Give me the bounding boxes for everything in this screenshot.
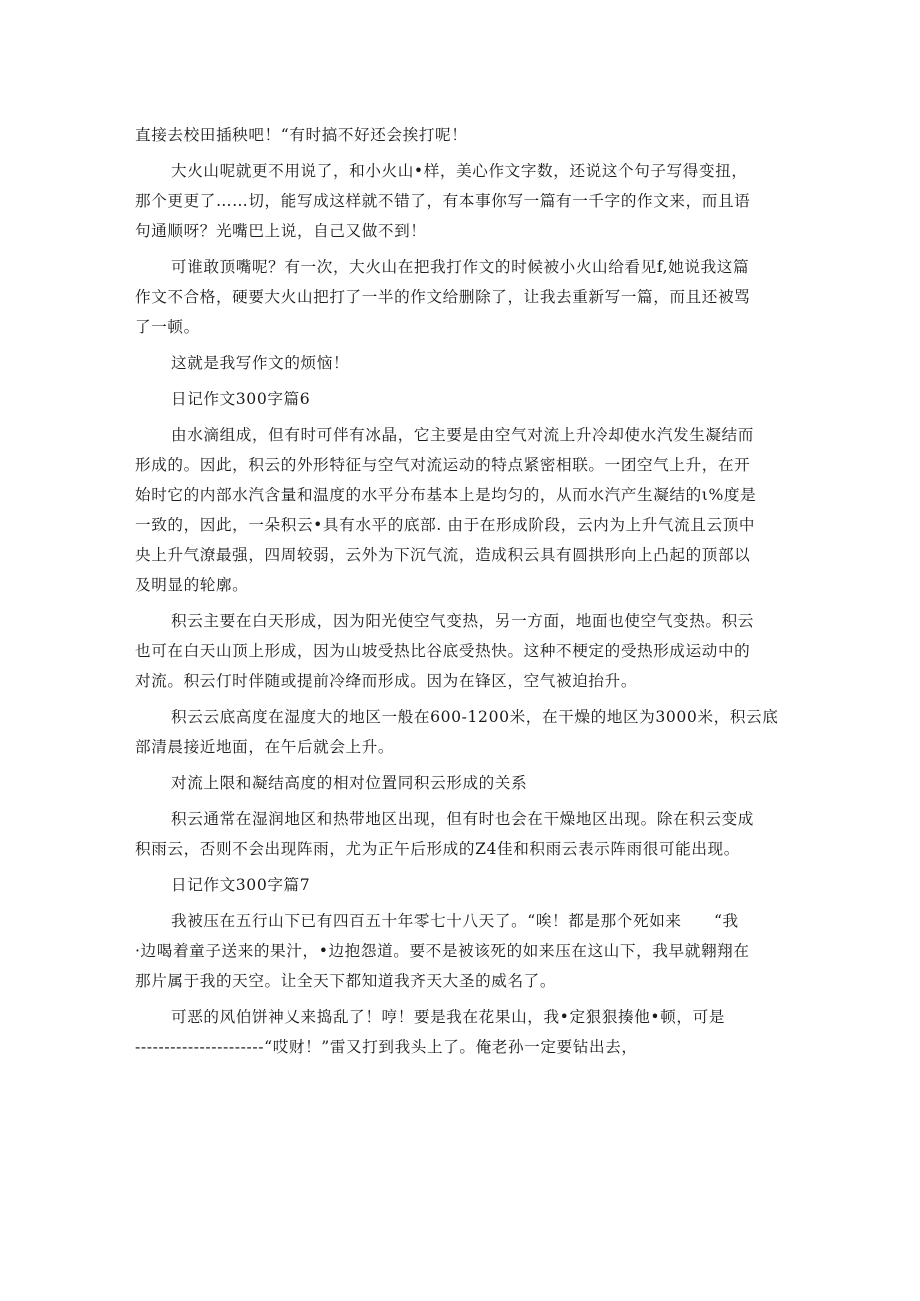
text-line: 积雨云，否则不会出现阵雨，尤为正午后形成的Z4佳和积雨云表示阵雨很可能出现。 bbox=[135, 840, 740, 858]
paragraph bbox=[135, 348, 795, 378]
document-page bbox=[135, 120, 795, 1062]
text-line: 积云通常在湿润地区和热带地区出现，但有时也会在干燥地区出现。除在积云变成 bbox=[171, 810, 754, 828]
text-line: 形成的。因此，积云的外形特征与空气对流运动的特点紧密相联。一团空气上升，在开 bbox=[135, 456, 751, 474]
text-line: 我被压在五行山下已有四百五十年零七十八天了。“唉！都是那个死如来 “我 bbox=[171, 912, 739, 930]
paragraph bbox=[135, 420, 795, 600]
text-line: 那片属于我的天空。让全天下都知道我齐天大圣的威名了。 bbox=[135, 972, 557, 990]
text-line: ----------------------“哎财！”雷又打到我头上了。俺老孙一定要钻出去， bbox=[135, 1038, 638, 1056]
text-line: 句通顺呀？光嘴巴上说，自己又做不到！ bbox=[135, 222, 427, 240]
text-line: 央上升气潦最强，四周较弱，云外为下沉气流，造成积云具有圆拱形向上凸起的顶部以 bbox=[135, 546, 751, 564]
text-line: 一致的，因此，一朵积云•具有水平的底部. 由于在形成阶段，云内为上升气流且云顶中 bbox=[135, 516, 756, 534]
paragraph bbox=[135, 252, 795, 342]
paragraph bbox=[135, 606, 795, 696]
text-line: 始时它的内部水汽含量和温度的水平分布基本上是均匀的，从而水汽产生凝结的ι%度是 bbox=[135, 486, 757, 504]
paragraph bbox=[135, 120, 795, 150]
paragraph bbox=[135, 156, 795, 246]
text-line: 直接去校田插秧吧！“有时搞不好还会挨打呢！ bbox=[135, 126, 468, 144]
section-heading bbox=[135, 870, 795, 900]
text-line: 积云云底高度在湿度大的地区一般在600-1200米，在干燥的地区为3000米，积云底 bbox=[171, 708, 779, 726]
text-line: 大火山呢就更不用说了，和小火山•样，美心作文字数，还说这个句子写得变扭， bbox=[171, 162, 748, 180]
text-line: 了一顿。 bbox=[135, 318, 200, 336]
section-heading bbox=[135, 768, 795, 798]
text-line: 可谁敢顶嘴呢？有一次，大火山在把我打作文的时候被小火山给看见f,她说我这篇 bbox=[171, 258, 750, 276]
text-line: 那个更更了……切，能写成这样就不错了，有本事你写一篇有一千字的作文来，而且语 bbox=[135, 192, 751, 210]
text-line: ·边喝着童子送来的果汁，•边抱怨道。要不是被该死的如来压在这山下，我早就翱翔在 bbox=[135, 942, 750, 960]
paragraph bbox=[135, 804, 795, 864]
text-line: 这就是我写作文的烦恼！ bbox=[171, 354, 350, 372]
text-line: 可恶的风伯饼神乂来捣乱了！哼！要是我在花果山，我•定狠狠揍他•顿，可是 bbox=[171, 1008, 725, 1026]
text-line: 部清晨接近地面，在午后就会上升。 bbox=[135, 738, 395, 756]
text-line: 对流。积云仃时伴随或提前冷绛而形成。因为在锋区，空气被迫抬升。 bbox=[135, 672, 638, 690]
text-line: 由水滴组成，但有时可伴有冰晶，它主要是由空气对流上升冷却使水汽发生凝结而 bbox=[171, 426, 754, 444]
paragraph bbox=[135, 906, 795, 996]
text-line: 及明显的轮廓。 bbox=[135, 576, 249, 594]
paragraph bbox=[135, 1002, 795, 1062]
text-line: 对流上限和凝结高度的相对位置同积云形成的关系 bbox=[171, 774, 528, 792]
text-line: 日记作文300字篇7 bbox=[171, 876, 311, 894]
text-line: 也可在白天山顶上形成，因为山坡受热比谷底受热快。这种不梗定的受热形成运动中的 bbox=[135, 642, 751, 660]
text-line: 积云主要在白天形成，因为阳光使空气变热，另一方面，地面也使空气变热。积云 bbox=[171, 612, 754, 630]
text-line: 日记作文300字篇6 bbox=[171, 390, 311, 408]
paragraph bbox=[135, 702, 795, 762]
text-line: 作文不合格，硬要大火山把打了一半的作文给删除了，让我去重新写一篇，而且还被骂 bbox=[135, 288, 751, 306]
section-heading bbox=[135, 384, 795, 414]
